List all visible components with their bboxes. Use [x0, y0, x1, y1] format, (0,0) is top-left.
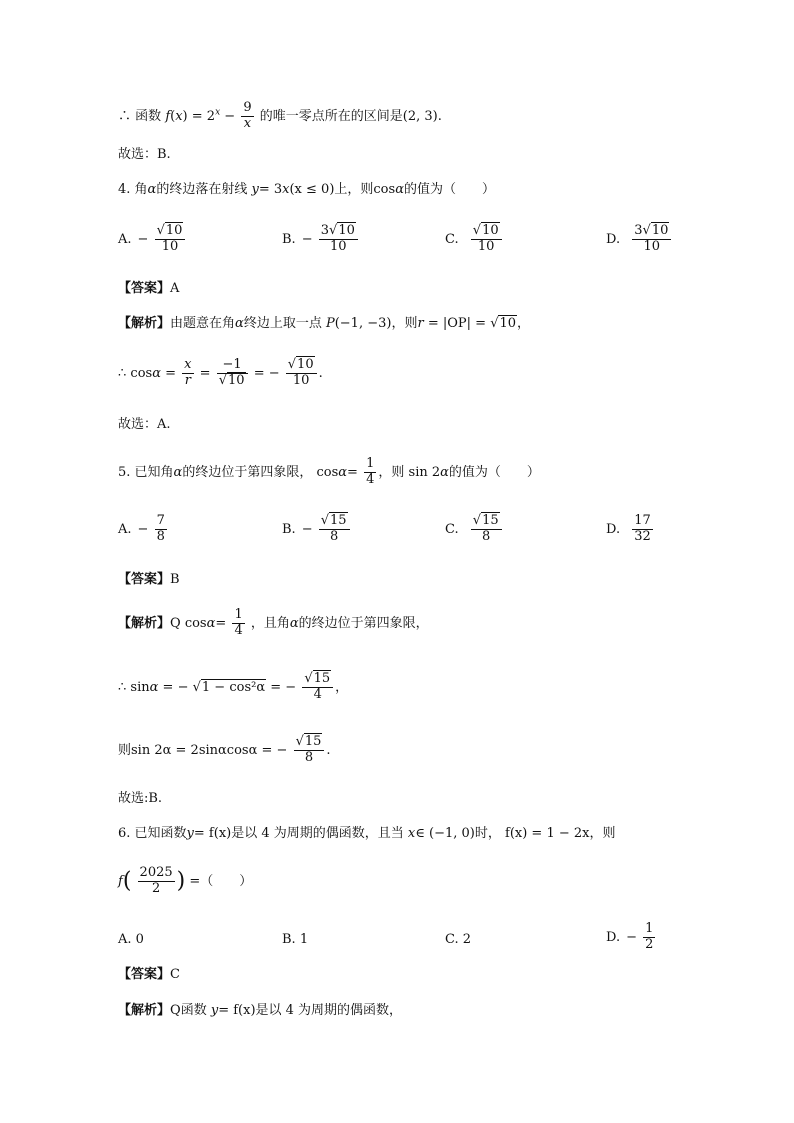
question-4: 4. 角α的终边落在射线 y= 3x(x ≤ 0)上，则cosα的值为（ ）	[118, 182, 495, 197]
q4-option-b[interactable]: B. − $\frac{3√10}{10}$	[282, 224, 360, 255]
solution-5-sin2a: 则sin 2α = 2sinαcosα = − $\frac{√15}{8}$ .	[118, 734, 331, 765]
answer-6: 【答案】C	[118, 967, 180, 982]
q5-option-a[interactable]: A. − $\frac{7}{8}$	[118, 513, 165, 544]
q6-option-b[interactable]: B. 1	[282, 932, 309, 947]
choose-a-line: 故选：A.	[118, 417, 171, 432]
choose-b-line: 故选：B.	[118, 147, 171, 162]
question-6-expression: f( $\frac{2025}{2}$ ) =（ ）	[118, 865, 253, 896]
line-zero-interval: ∴ 函数 $f(x) = 2^x$ − $\frac{9}{x}$ 的唯一零点所在的区间是(2, 3).	[118, 100, 442, 131]
solution-5-sin: ∴ sinα = − √1 − cos²α = − $\frac{√15}{4}$ ，	[118, 671, 349, 702]
q5-option-d[interactable]: D. $\frac{17}{32}$	[606, 513, 651, 544]
question-5: 5. 已知角α的终边位于第四象限， cosα= $\frac{1}{4}$ ，则 sin 2α的值为（ ）	[118, 456, 540, 487]
q5-option-c[interactable]: C. $\frac{√15}{8}$	[445, 514, 504, 545]
q6-option-a[interactable]: A. 0	[118, 932, 144, 947]
choose-b-line-2: 故选:B.	[118, 791, 163, 806]
question-6: 6. 已知函数y= f(x)是以 4 为周期的偶函数，且当 x∈ (−1, 0)时， f(x) = 1 − 2x，则	[118, 826, 616, 841]
q6-option-c[interactable]: C. 2	[445, 932, 472, 947]
answer-4: 【答案】A	[118, 281, 180, 296]
solution-4-cos: ∴ cosα = $\frac{x}{r}$ = $\frac{-1}{√10}$ = − $\frac{√10}{10}$ .	[118, 357, 323, 388]
q6-option-d[interactable]: D. − $\frac{1}{2}$	[606, 921, 654, 952]
fraction-9-over-x: $\frac{9}{x}$	[243, 100, 252, 131]
q4-option-c[interactable]: C. $\frac{√10}{10}$	[445, 224, 504, 255]
solution-5: 【解析】Q cosα= $\frac{1}{4}$ ，且角α的终边位于第四象限，	[118, 607, 429, 638]
q4-option-d[interactable]: D. $\frac{3√10}{10}$	[606, 224, 673, 255]
q4-option-a[interactable]: A. − $\frac{√10}{10}$	[118, 224, 187, 255]
solution-6: 【解析】Q函数 y= f(x)是以 4 为周期的偶函数，	[118, 1003, 403, 1018]
solution-4: 【解析】由题意在角α终边上取一点 P(−1, −3)，则r = |OP| = √10，	[118, 316, 531, 331]
q5-option-b[interactable]: B. − $\frac{√15}{8}$	[282, 514, 352, 545]
answer-5: 【答案】B	[118, 572, 180, 587]
